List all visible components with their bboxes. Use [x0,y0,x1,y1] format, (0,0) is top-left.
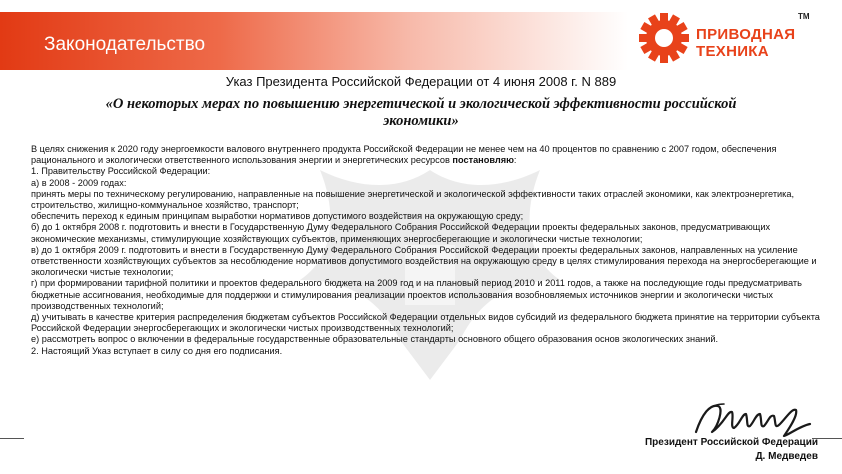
signature-title: Президент Российской Федерации [644,437,818,448]
bottom-left-rule [0,438,24,439]
intro-text: В целях снижения к 2020 году энергоемкости валового внутреннего продукта Российской Федерации не менее чем на 40 процентов по сравнению с 2007 годом, обеспечения рационального и экологически ответственного использования энергии и энергетических ресурсов [31,144,777,166]
signature-name: Д. Медведев [755,451,818,462]
trademark-mark: TM [798,12,810,21]
decree-paragraph: 1. Правительству Российской Федерации: [31,166,211,177]
decree-subtitle: «О некоторых мерах по повышению энергетической и экологической эффективности российской экономики» [105,96,737,129]
decree-paragraph: 2. Настоящий Указ вступает в силу со дня его подписания. [31,345,283,356]
section-title: Законодательство [44,34,206,55]
decree-paragraph: принять меры по техническому регулированию, направленные на повышение энергетической и экологической эффективности таких отраслей экономики, как электроэнергетика, строительство, жилищно-коммунальное хозяйство, транспорт; [31,188,795,211]
intro-end: : [513,155,517,166]
decree-paragraph: г) при формировании тарифной политики и проектов федерального бюджета на 2009 год и на плановый период 2010 и 2011 годов, а также на последующие годы предусматривать бюджетные ассигнования, необходимые для поддержки и стимулирования реализации проектов использования возобновляемых источников энергии и экологически чистых производственных технологий; [31,278,802,311]
logo-text-line1: ПРИВОДНАЯ [696,26,796,43]
decree-title: Указ Президента Российской Федерации от 4 июня 2008 г. N 889 [225,74,617,89]
decree-paragraph: е) рассмотреть вопрос о включении в федеральные государственные образовательные стандарты основного общего образования основ экологических знаний. [31,334,719,345]
decree-body [31,144,821,357]
decree-paragraph: д) учитывать в качестве критерия распределения бюджетам субъектов Российской Федерации отдельных видов субсидий из федерального бюджета принятие на территории субъекта Российской Федерации энергосберегающих и экологически чистых производственных технологий; [31,312,820,334]
decree-paragraph: обеспечить переход к единым принципам выработки нормативов допустимого воздействия на окружающую среду; [31,211,524,222]
decree-intro [31,144,821,166]
company-logo [638,10,808,66]
logo-text-line2: ТЕХНИКА [696,43,769,60]
decree-paragraph: в) до 1 октября 2009 г. подготовить и внести в Государственную Думу Федерального Собрания Российской Федерации проекты федеральных законов, направленных на усиление ответственности хозяйствующих субъектов за несоблюдение нормативов допустимого воздействия на окружающую среду в целях стимулирования перехода на энергосберегающие и экологически чистые технологии; [31,244,817,278]
decree-paragraph: а) в 2008 - 2009 годах: [31,177,127,188]
gear-logo-icon [638,12,690,64]
intro-keyword: постановляю [452,155,514,166]
decree-paragraph: б) до 1 октября 2008 г. подготовить и внести в Государственную Думу Федерального Собрания Российской Федерации проекты федеральных законов, предусматривающих экономические механизмы, стимулирующие хозяйствующих субъектов, применяющих энергосберегающие и экологически чистые технологии; [31,222,771,244]
